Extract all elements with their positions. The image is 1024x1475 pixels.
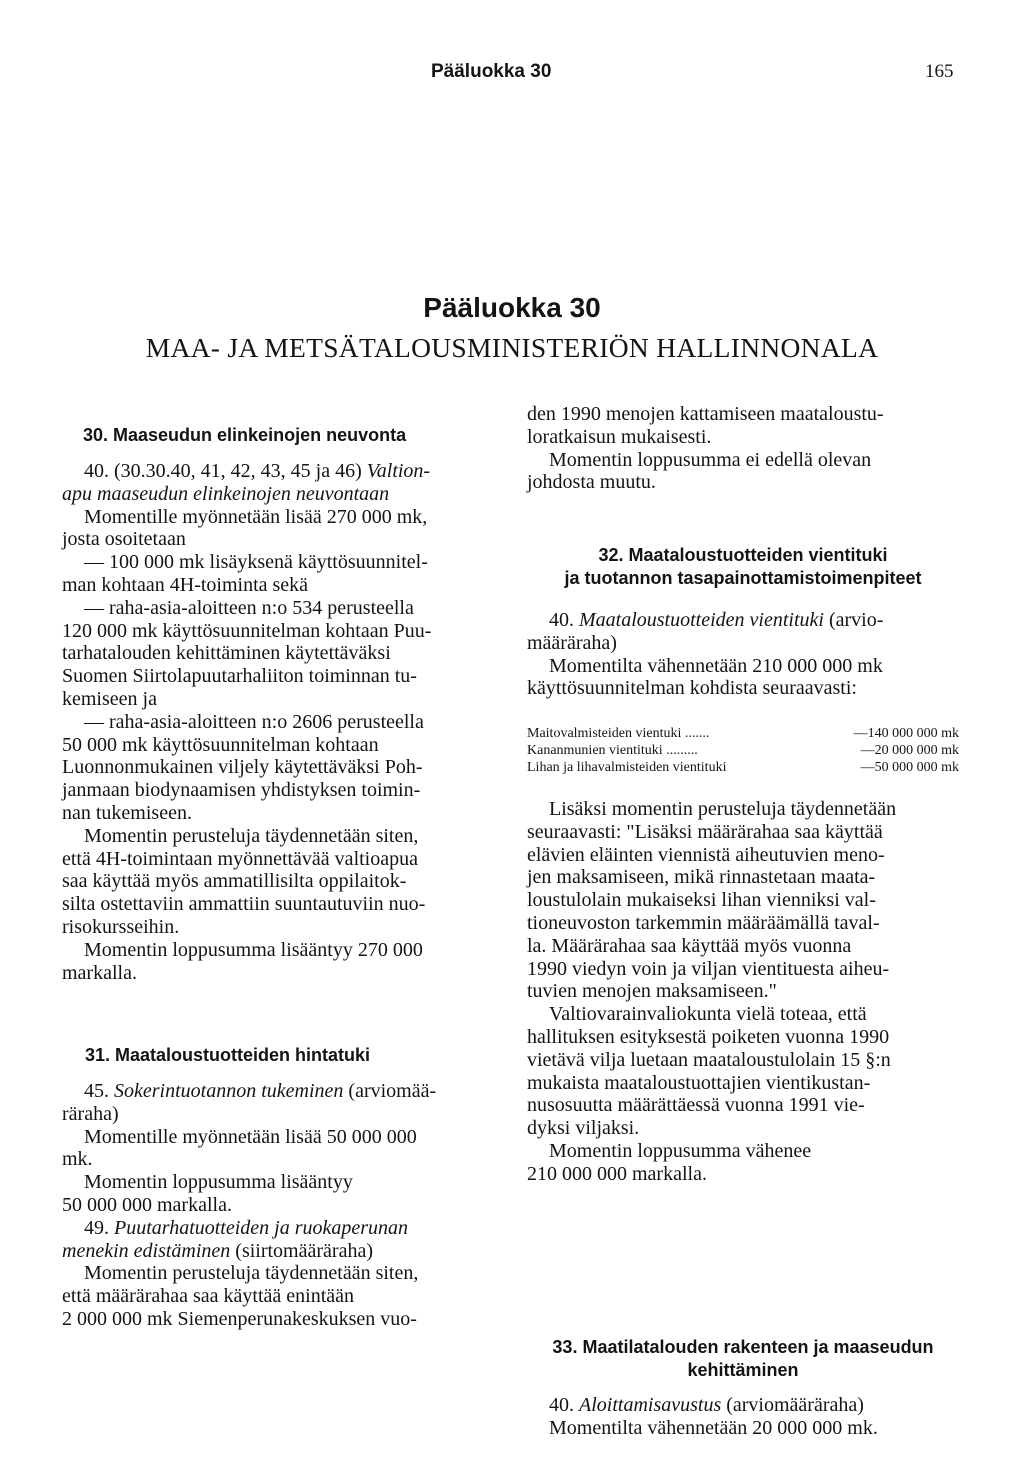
text-line: tuvien menojen maksamiseen." <box>527 980 777 1003</box>
table-cell-label: Lihan ja lihavalmisteiden vientituki <box>527 760 727 775</box>
text-line: apu maaseudun elinkeinojen neuvontaan <box>62 482 390 505</box>
text-line: Luonnonmukainen viljely käytettäväksi Poh- <box>62 756 423 779</box>
text-line: johdosta muutu. <box>527 471 656 494</box>
table-cell-amount: —50 000 000 mk <box>860 760 959 775</box>
page-number: 165 <box>925 61 954 82</box>
table-cell-label: Maitovalmisteiden vientuki <box>527 726 682 741</box>
table-cell-label: Kananmunien vientituki <box>527 743 663 758</box>
text-line: — 100 000 mk lisäyksenä käyttösuunnitel- <box>84 551 428 574</box>
continued-text <box>527 403 959 494</box>
text-line: Momentin perusteluja täydennetään siten, <box>84 1262 419 1285</box>
text-line: nan tukemiseen. <box>62 801 192 824</box>
table-row <box>527 759 959 776</box>
text-line: kemiseen ja <box>62 687 157 710</box>
text-line: 2 000 000 mk Siemenperunakeskuksen vuo- <box>62 1307 417 1330</box>
text-line: mukaista maataloustuottajien vientikustan- <box>527 1071 871 1094</box>
text-line: man kohtaan 4H-toiminta sekä <box>62 573 309 596</box>
text-line: dyksi viljaksi. <box>527 1117 640 1140</box>
section-31-body <box>62 1080 494 1331</box>
table-cell-amount: —140 000 000 mk <box>853 726 959 741</box>
text-line: 50 000 000 markalla. <box>62 1193 232 1216</box>
section-33-title: 33. Maatilatalouden rakenteen ja maaseudun kehittäminen <box>552 1337 934 1380</box>
text-line: elävien eläinten viennistä aiheutuvien meno- <box>527 843 885 866</box>
text-line: Lisäksi momentin perusteluja täydennetään <box>549 798 897 820</box>
text-line: käyttösuunnitelman kohdista seuraavasti: <box>527 677 857 700</box>
text-line: Momentille myönnetään lisää 50 000 000 <box>84 1125 417 1148</box>
vientituki-table <box>527 725 959 776</box>
table-row <box>527 742 959 759</box>
section-30-title: 30. Maaseudun elinkeinojen neuvonta <box>83 425 407 445</box>
text-line: räraha) <box>62 1102 119 1125</box>
text-line: silta ostettaviin ammattiin suuntautuviin nuo- <box>62 893 426 916</box>
text-line: josta osoitetaan <box>62 528 186 551</box>
text-line: Momentin perusteluja täydennetään siten, <box>84 824 419 847</box>
text-line: Momentin loppusumma lisääntyy <box>84 1171 353 1194</box>
text-line: 50 000 mk käyttösuunnitelman kohtaan <box>62 733 379 756</box>
text-line: 1990 viedyn voin ja viljan vientituesta aiheu- <box>527 957 890 980</box>
text-line: 210 000 000 markalla. <box>527 1162 707 1185</box>
text-line: Momentille myönnetään lisää 270 000 mk, <box>84 505 428 528</box>
text-line: 40. Aloittamisavustus (arviomääräraha) <box>549 1394 864 1416</box>
text-line: Valtiovarainvaliokunta vielä toteaa, että <box>549 1003 867 1026</box>
text-line: 40. Maataloustuotteiden vientituki (arvio- <box>549 609 884 631</box>
text-line: tioneuvoston tarkemmin määräämällä taval- <box>527 911 880 934</box>
text-line: 40. (30.30.40, 41, 42, 43, 45 ja 46) Valtion- <box>84 460 431 482</box>
text-line: 45. Sokerintuotannon tukeminen (arviomää- <box>84 1080 437 1102</box>
section-31-title: 31. Maataloustuotteiden hintatuki <box>85 1045 371 1065</box>
text-line: loustulolain mukaiseksi lihan vienniksi val- <box>527 889 876 912</box>
section-33-body <box>527 1394 959 1440</box>
text-line: että 4H-toimintaan myönnettävää valtioapua <box>62 847 418 870</box>
section-32-text <box>527 798 959 1186</box>
section-32-body <box>527 609 959 700</box>
text-line: Suomen Siirtolapuutarhaliiton toiminnan tu- <box>62 665 417 688</box>
text-line: jen maksamiseen, mikä rinnastetaan maata- <box>527 866 876 889</box>
text-line: markalla. <box>62 961 137 984</box>
text-line: nusosuutta määrättäessä vuonna 1991 vie- <box>527 1094 865 1117</box>
table-row <box>527 725 959 742</box>
text-line: — raha-asia-aloitteen n:o 534 perusteella <box>84 596 414 619</box>
main-title: Pääluokka 30 <box>423 292 601 323</box>
text-line: la. Määrärahaa saa käyttää myös vuonna <box>527 934 852 957</box>
section-30-body <box>62 460 494 984</box>
table-cell-amount: —20 000 000 mk <box>860 743 959 758</box>
text-line: den 1990 menojen kattamiseen maataloustu- <box>527 403 884 425</box>
table-cell-leader: ....... <box>684 726 710 741</box>
section-32-title: 32. Maataloustuotteiden vientituki ja tuotannon tasapainottamistoimenpiteet <box>564 545 922 588</box>
text-line: janmaan biodynaamisen yhdistyksen toimin- <box>62 779 421 802</box>
text-line: Momentilta vähennetään 20 000 000 mk. <box>549 1416 878 1439</box>
text-line: hallituksen esityksestä poiketen vuonna 1990 <box>527 1025 890 1048</box>
text-line: loratkaisun mukaisesti. <box>527 425 712 448</box>
text-line: risokursseihin. <box>62 915 180 938</box>
text-line: mk. <box>62 1148 93 1171</box>
text-line: Momentilta vähennetään 210 000 000 mk <box>549 654 883 677</box>
main-subtitle: MAA- JA METSÄTALOUSMINISTERIÖN HALLINNONALA <box>145 332 879 363</box>
text-line: että määrärahaa saa käyttää enintään <box>62 1285 355 1308</box>
table-cell-leader: ......... <box>666 743 698 758</box>
text-line: määräraha) <box>527 631 617 654</box>
text-line: Momentin loppusumma vähenee <box>549 1139 812 1162</box>
text-line: — raha-asia-aloitteen n:o 2606 perusteella <box>84 710 424 733</box>
running-header-title: Pääluokka 30 <box>431 61 552 82</box>
text-line: 120 000 mk käyttösuunnitelman kohtaan Puu- <box>62 619 432 642</box>
text-line: Momentin loppusumma ei edellä olevan <box>549 448 872 471</box>
text-line: vietävä vilja luetaan maataloustulolain 15 §:n <box>527 1048 891 1071</box>
text-line: tarhatalouden kehittäminen käytettäväksi <box>62 642 391 665</box>
text-line: 49. Puutarhatuotteiden ja ruokaperunan <box>84 1216 409 1239</box>
text-line: Momentin loppusumma lisääntyy 270 000 <box>84 938 423 961</box>
text-line: saa käyttää myös ammatillisilta oppilaitok- <box>62 870 407 893</box>
text-line: menekin edistäminen (siirtomääräraha) <box>62 1239 373 1262</box>
text-line: seuraavasti: "Lisäksi määrärahaa saa käyttää <box>527 820 883 843</box>
